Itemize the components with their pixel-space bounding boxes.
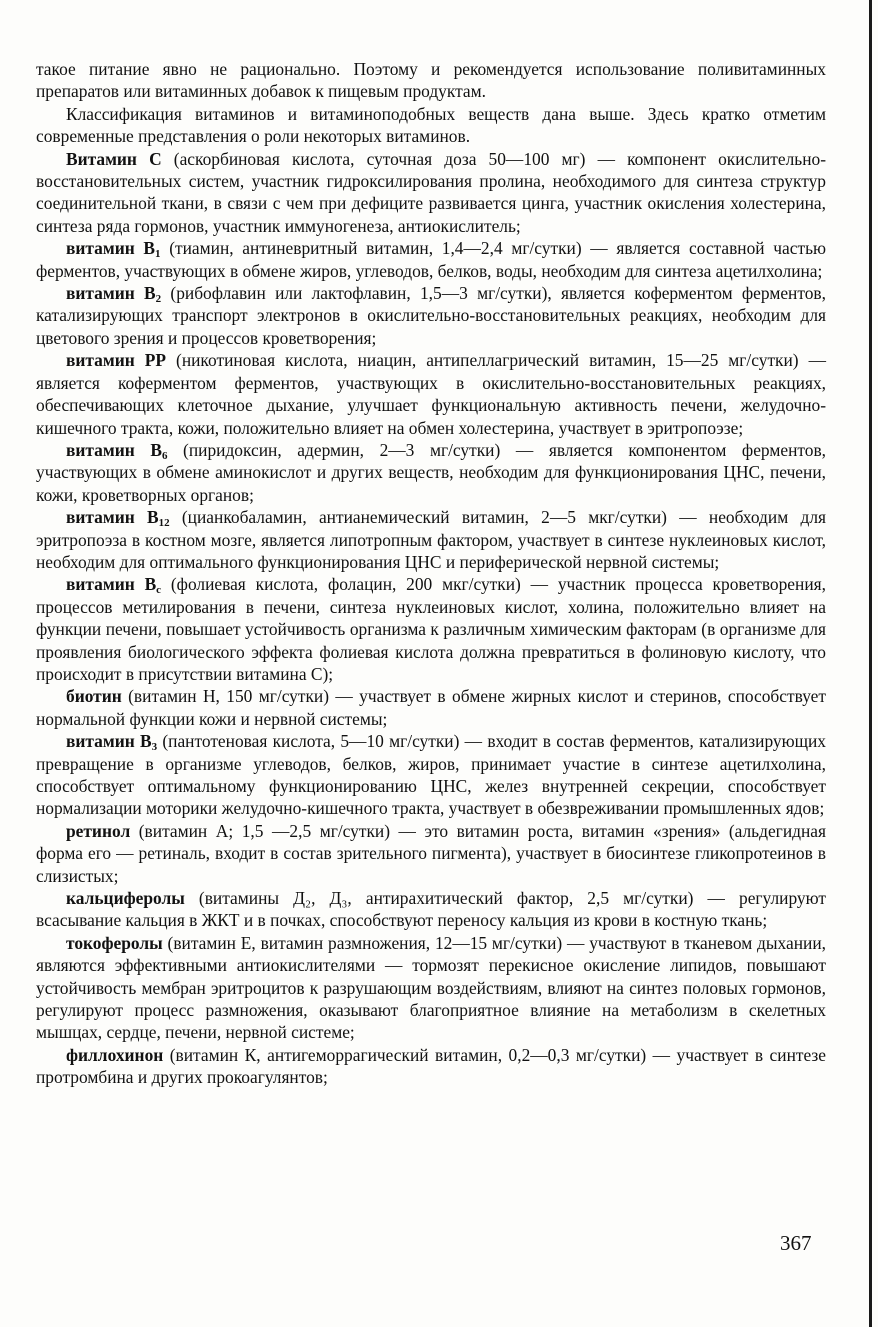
paragraph-text: (пантотеновая кислота, 5—10 мг/сутки) — входит в состав ферментов, катализирующих превращение в организме углеводов, белков, жиров, принимает участие в синтезе ацетилхолина, способствует оптимальному функционированию ЦНС, желез внутренней секреции, способствует нормализации моторики желудочно-кишечного тракта, участвует в обезвреживании промышленных ядов; <box>36 731 826 819</box>
paragraph-text: (никотиновая кислота, ниацин, антипеллагрический витамин, 15—25 мг/сутки) — является коферментом ферментов, участвующих в окислительно-восстановительных реакциях, обеспечивающих клеточное дыхание, улучшает функциональную активность печени, желудочно-кишечного тракта, кожи, положительно влияет на обмен холестерина, участвует в эритропоэзе; <box>36 350 826 438</box>
vitamin-subscript: с <box>156 584 162 597</box>
vitamin-term: биотин <box>66 686 122 707</box>
paragraph <box>36 282 826 349</box>
vitamin-term: витамин В <box>66 283 156 304</box>
paragraph <box>36 506 826 573</box>
vitamin-term: витамин В <box>66 238 156 259</box>
paragraph-text: (пиридоксин, адермин, 2—3 мг/сутки) — является компонентом ферментов, участвующих в обмене аминокислот и других веществ, необходим для функционирования ЦНС, печени, кожи, кроветворных органов; <box>36 439 826 505</box>
paragraph-text: (витамин Е, витамин размножения, 12—15 мг/сутки) — участвуют в тканевом дыхании, являются эффективными антиокислителями — тормозят перекисное окисление липидов, повышают устойчивость мембран эритроцитов к разрушающим воздействиям, влияют на синтез половых гормонов, регулируют процесс размножения, оказывают благоприятное влияние на метаболизм в скелетных мышцах, сердце, печени, нервной системе; <box>36 932 826 1043</box>
paragraph-text: такое питание явно не рационально. Поэтому и рекомендуется использование поливитаминных препаратов или витаминных добавок к пищевым продуктам. <box>36 59 826 102</box>
vitamin-term: токоферолы <box>66 932 163 953</box>
paragraph-text: (рибофлавин или лактофлавин, 1,5—3 мг/сутки), является коферментом ферментов, катализирующих транспорт электронов в окислительно-восстановительных реакциях, необходим для цветового зрения и процессов кроветворения; <box>36 283 826 348</box>
vitamin-term: филлохинон <box>66 1044 164 1065</box>
vitamin-term: ретинол <box>66 820 131 841</box>
scan-edge-line <box>869 0 872 1327</box>
paragraph <box>36 237 826 282</box>
paragraph-text: (витамин А; 1,5 —2,5 мг/сутки) — это витамин роста, витамин «зрения» (альдегидная форма его — ретиналь, входит в состав зрительного пигмента), участвует в биосинтезе гликопротеинов в слизистых; <box>36 820 826 886</box>
vitamin-subscript: 2 <box>155 293 162 306</box>
vitamin-term: витамин В <box>66 731 152 752</box>
vitamin-subscript: 1 <box>155 248 161 261</box>
paragraph <box>36 148 826 238</box>
vitamin-term: витамин РР <box>66 350 167 371</box>
paragraph <box>36 349 826 439</box>
paragraph <box>36 685 826 730</box>
paragraph-text: (витамин Н, 150 мг/сутки) — участвует в обмене жирных кислот и стеринов, способствует нормальной функции кожи и нервной системы; <box>36 686 826 729</box>
paragraph <box>36 887 826 932</box>
paragraph <box>36 103 826 148</box>
vitamin-term: Витамин С <box>66 148 162 169</box>
paragraph-text: (цианкобаламин, антианемический витамин, 2—5 мкг/сутки) — необходим для эритропоэза в костном мозге, является липотропным фактором, участвует в синтезе нуклеиновых кислот, необходим для оптимального функционирования ЦНС и периферической нервной системы; <box>36 507 826 572</box>
paragraph-text: Классификация витаминов и витаминоподобных веществ дана выше. Здесь кратко отметим современные представления о роли некоторых витаминов. <box>36 103 826 147</box>
page-number: 367 <box>780 1231 812 1255</box>
paragraph-text: (витамин К, антигеморрагический витамин, 0,2—0,3 мг/сутки) — участвует в синтезе протромбина и других прокоагулянтов; <box>36 1044 826 1088</box>
paragraph-text: (фолиевая кислота, фолацин, 200 мкг/сутки) — участник процесса кроветворения, процессов метилирования в печени, синтеза нуклеиновых кислот, холина, положительно влияет на функции печени, повышает устойчивость организма к различным химическим факторам (в организме для проявления биологического эффекта фолиевая кислота должна превратиться в фолиновую кислоту, что происходит в присутствии витамина С); <box>36 574 826 684</box>
paragraph-text: (тиамин, антиневритный витамин, 1,4—2,4 мг/сутки) — является составной частью ферментов, участвующих в обмене жиров, углеводов, белков, воды, необходим для синтеза ацетилхолина; <box>36 238 826 281</box>
vitamin-term: витамин В <box>66 574 157 595</box>
paragraph <box>36 58 826 103</box>
paragraph-text: (аскорбиновая кислота, суточная доза 50—100 мг) — компонент окислительно-восстановительных систем, участник гидроксилирования пролина, необходимого для синтеза структур соединительной ткани, в связи с чем при дефиците развивается цинга, участник окисления холестерина, синтеза ряда гормонов, участник иммуногенеза, антиокислитель; <box>36 148 826 236</box>
paragraph <box>36 573 826 685</box>
vitamin-subscript: 3 <box>151 741 158 754</box>
body-text <box>36 58 826 1089</box>
paragraph-text: (витамины Д₂, Д₃, антирахитический фактор, 2,5 мг/сутки) — регулируют всасывание кальция в ЖКТ и в почках, способствуют переносу кальция из крови в костную ткань; <box>36 888 826 931</box>
vitamin-subscript: 12 <box>158 517 170 530</box>
paragraph <box>36 730 826 820</box>
paragraph <box>36 932 826 1044</box>
vitamin-term: витамин В <box>66 507 159 528</box>
paragraph <box>36 820 826 887</box>
vitamin-term: кальциферолы <box>66 888 185 909</box>
vitamin-subscript: 6 <box>161 449 168 462</box>
vitamin-term: витамин В <box>66 439 162 460</box>
paragraph <box>36 1044 826 1089</box>
paragraph <box>36 439 826 506</box>
